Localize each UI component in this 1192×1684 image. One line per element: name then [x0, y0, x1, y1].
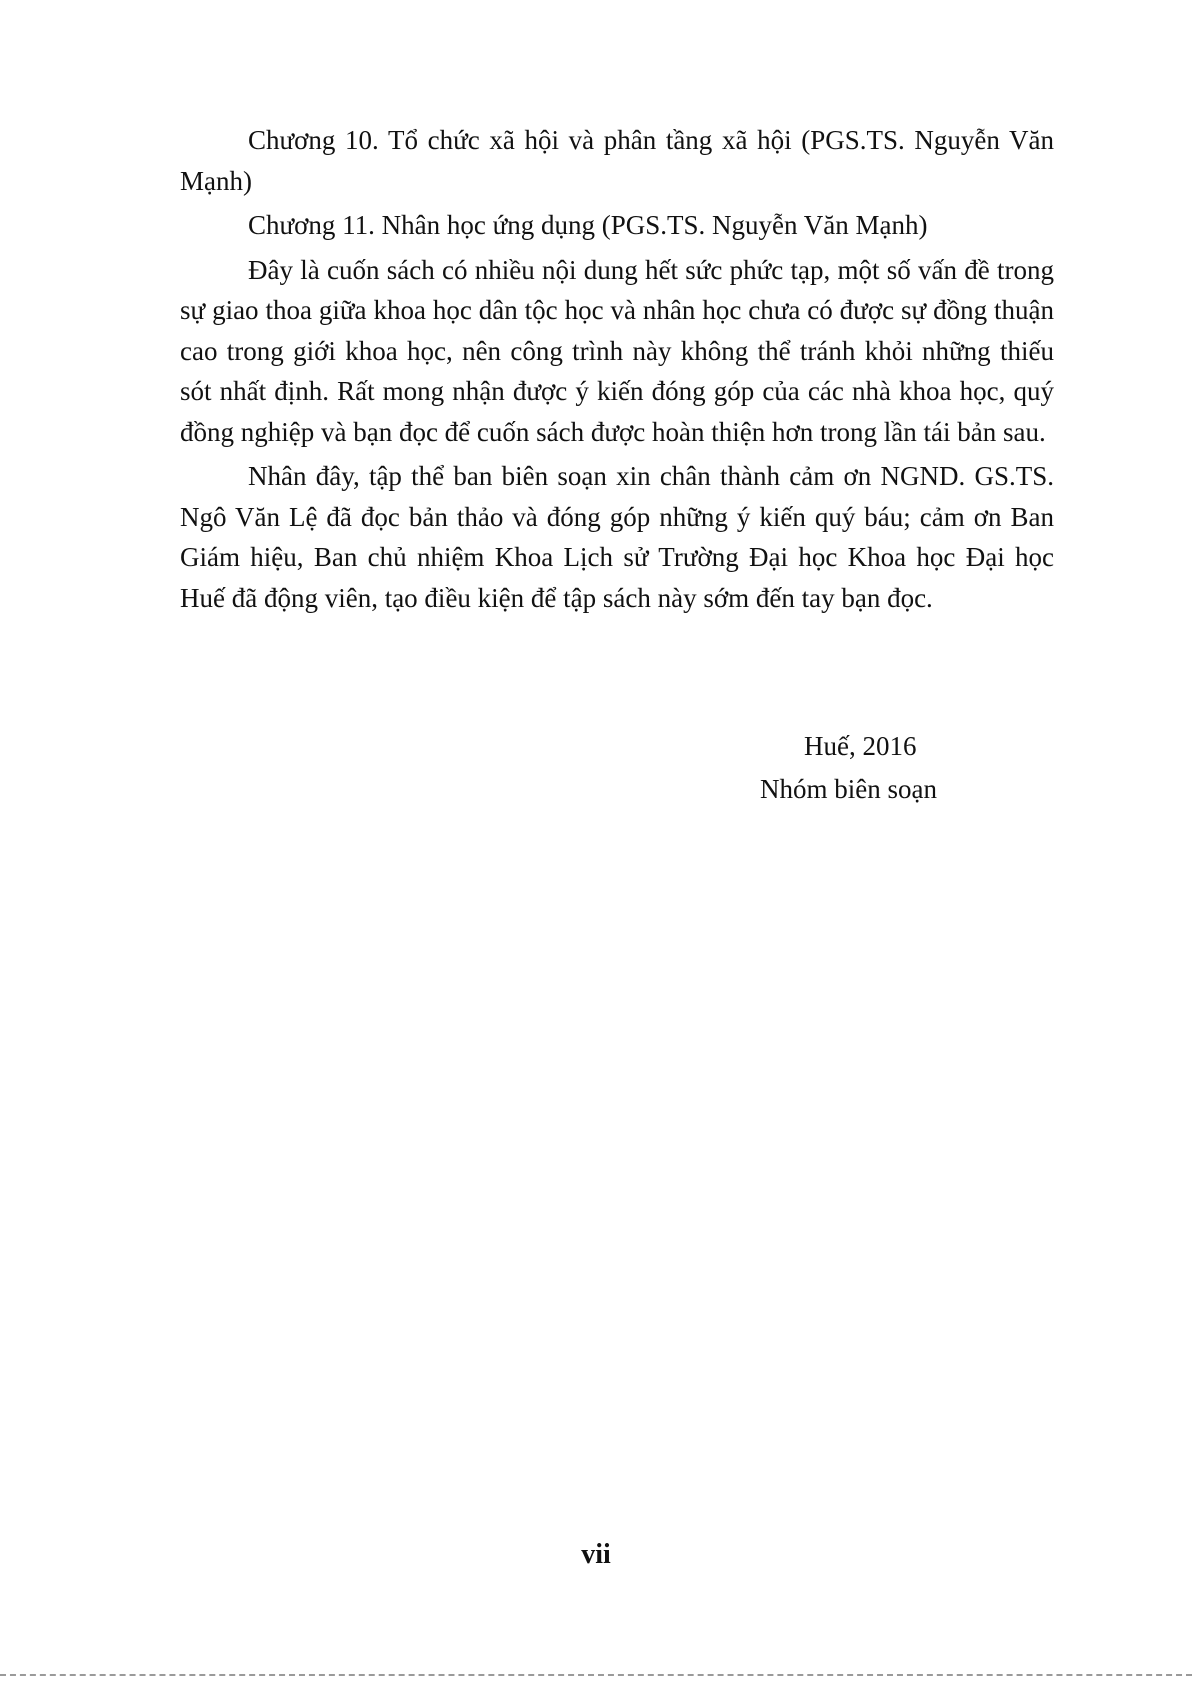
paragraph-chapter-10: Chương 10. Tổ chức xã hội và phân tầng xã hội (PGS.TS. Nguyễn Văn Mạnh) — [180, 125, 1054, 196]
scan-edge-divider — [0, 1674, 1192, 1676]
signature-author: Nhóm biên soạn — [760, 774, 937, 804]
paragraph-acknowledgement: Nhân đây, tập thể ban biên soạn xin chân thành cảm ơn NGND. GS.TS. Ngô Văn Lệ đã đọc bản thảo và đóng góp những ý kiến quý báu; cảm ơn Ban Giám hiệu, Ban chủ nhiệm Khoa Lịch sử Trường Đại học Khoa học Đại học Huế đã động viên, tạo điều kiện để tập sách này sớm đến tay bạn đọc. — [180, 461, 1054, 613]
signature-block — [760, 725, 1040, 811]
paragraph-chapter-11: Chương 11. Nhân học ứng dụng (PGS.TS. Nguyễn Văn Mạnh) — [248, 210, 928, 240]
body-text — [180, 120, 1054, 622]
paragraph-disclaimer: Đây là cuốn sách có nhiều nội dung hết sức phức tạp, một số vấn đề trong sự giao thoa giữa khoa học dân tộc học và nhân học chưa có được sự đồng thuận cao trong giới khoa học, nên công trình này không thể tránh khỏi những thiếu sót nhất định. Rất mong nhận được ý kiến đóng góp của các nhà khoa học, quý đồng nghiệp và bạn đọc để cuốn sách được hoàn thiện hơn trong lần tái bản sau. — [180, 254, 1054, 447]
page-number: vii — [581, 1539, 611, 1570]
signature-place-date: Huế, 2016 — [804, 731, 917, 761]
